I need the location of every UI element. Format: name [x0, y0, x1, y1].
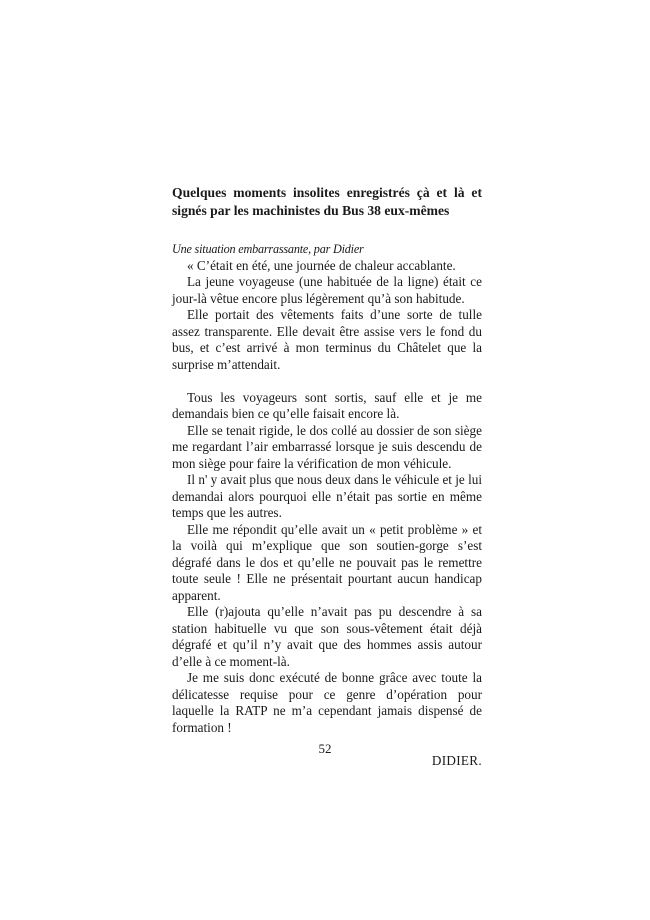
paragraph: Il n' y avait plus que nous deux dans le véhicule et je lui demandai alors pourquoi elle n’était pas sortie en même temps que les autres. [172, 472, 482, 520]
chapter-title: Quelques moments insolites enregistrés çà et là et signés par les machinistes du Bus 38 eux-mêmes [172, 185, 482, 218]
story-subtitle: Une situation embarrassante, par Didier [172, 242, 364, 256]
paragraph: Tous les voyageurs sont sortis, sauf elle et je me demandais bien ce qu’elle faisait encore là. [172, 389, 482, 421]
paragraph: Elle portait des vêtements faits d’une sorte de tulle assez transparente. Elle devait être assise vers le fond du bus, et c’est arrivé à mon terminus du Châtelet que la surprise m’attendait. [172, 307, 482, 372]
paragraph: Elle se tenait rigide, le dos collé au dossier de son siège me regardant l’air embarrassé lorsque je suis descendu de mon siège pour faire la vérification de mon véhicule. [172, 422, 482, 471]
paragraph: Elle me répondit qu’elle avait un « petit problème » et la voilà qui m’explique que son soutien-gorge s’est dégrafé dans le dos et qu’elle ne pouvait pas le remettre toute seule ! Elle ne présentait pourtant aucun handicap apparent. [172, 521, 482, 603]
paragraph-gap [172, 373, 482, 390]
page-number: 52 [318, 741, 332, 756]
paragraph: Je me suis donc exécuté de bonne grâce avec toute la délicatesse requise pour ce genre d’opération pour laquelle la RATP ne m’a cependant jamais dispensé de formation ! [172, 670, 482, 735]
paragraph: Elle (r)ajouta qu’elle n’avait pas pu descendre à sa station habituelle vu que son sous-vêtement était déjà dégrafé et qu’il n’y avait que des hommes assis autour d’elle à ce moment-là. [172, 604, 482, 669]
paragraph: « C’était en été, une journée de chaleur accablante. [187, 257, 456, 273]
paragraph: La jeune voyageuse (une habituée de la ligne) était ce jour-là vêtue encore plus légèrement qu’à son habitude. [172, 274, 482, 306]
document-page [172, 184, 482, 782]
author-signature: DIDIER. [431, 752, 482, 768]
